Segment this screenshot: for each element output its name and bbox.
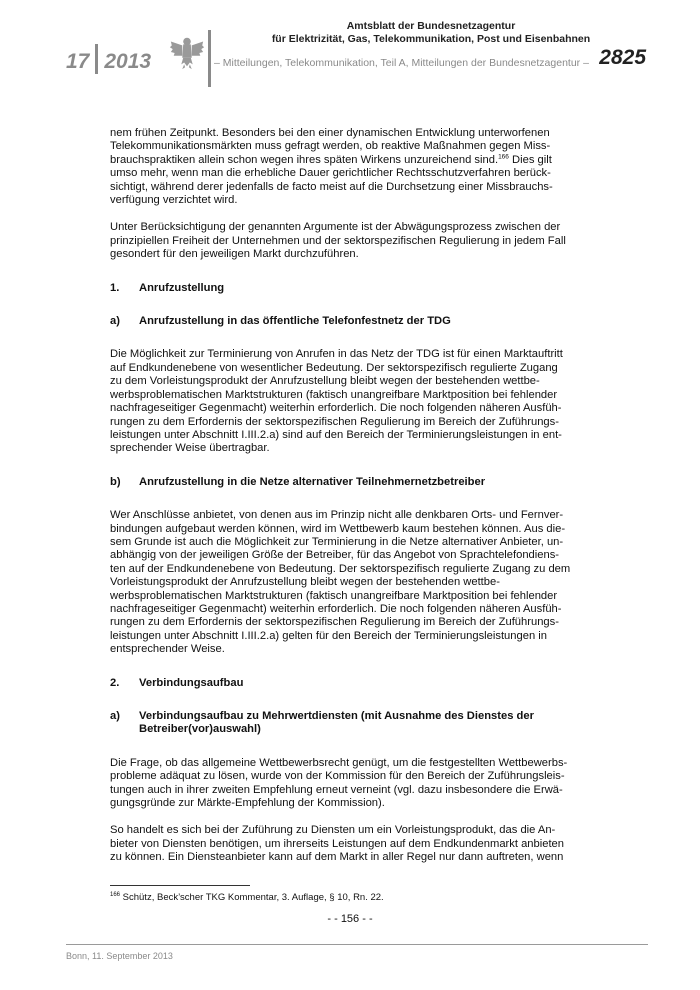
text-line: ten auf der Endkundenebene von Bedeutung. Der sektorspezifisch regulierte Zugang zu dem <box>110 562 571 575</box>
text-line: werbsproblematischen Marktstrukturen (faktisch unangreifbare Marktposition bei fehlender <box>110 388 558 401</box>
title-line-1: Amtsblatt der Bundesnetzagentur <box>346 20 516 32</box>
heading-verbindungsaufbau-mehrwertdienste <box>110 710 602 737</box>
heading-anrufzustellung-alternative <box>110 476 602 489</box>
text-line: Vorleistungsprodukt der Anrufzustellung bleibt wegen der bestehenden wettbe- <box>110 576 500 589</box>
text-line: Die Möglichkeit zur Terminierung von Anrufen in das Netz der TDG ist für einen Marktauftritt <box>110 348 563 361</box>
text-line: probleme adäquat zu lösen, wurde von der Kommission für den Bereich der Zuführungsleis- <box>110 770 565 783</box>
header-divider <box>208 30 211 87</box>
text-line: Die Frage, ob das allgemeine Wettbewerbsrecht genügt, um die festgestellten Wettbewerbs- <box>110 756 568 769</box>
text-line: abhängig von der jeweiligen Größe der Betreiber, für das Angebot von Sprachtelefondiens- <box>110 549 560 562</box>
heading-number: b) <box>110 475 121 488</box>
footer-separator <box>66 944 648 945</box>
footnote-separator <box>110 885 250 886</box>
paragraph-6 <box>110 824 602 864</box>
heading-line: Verbindungsaufbau zu Mehrwertdiensten (mit Ausnahme des Dienstes der <box>139 710 534 722</box>
text-line: zu dem Vorleistungsprodukt der Anrufzustellung bleibt wegen der bestehenden wettbe- <box>110 375 540 388</box>
heading-text: Verbindungsaufbau <box>139 676 244 689</box>
text-line: bindungen aufgebaut werden können, wird im Wettbewerb kaum bestehen können. Aus die- <box>110 522 566 535</box>
paragraph-4 <box>110 509 602 656</box>
footnote <box>110 892 384 903</box>
paragraph-2 <box>110 221 602 261</box>
page-number: 2825 <box>599 46 646 69</box>
footnote-number: 166 <box>110 891 121 898</box>
text-line: auf Endkundenebene von wesentlicher Bedeutung. Der sektorspezifisch regulierte Zugang <box>110 361 558 374</box>
heading-line: Betreiber(vor)auswahl) <box>139 723 261 736</box>
text-line: gesondert für den jeweiligen Markt durchzuführen. <box>110 248 359 261</box>
footer-date: Bonn, 11. September 2013 <box>66 951 173 961</box>
heading-text: Anrufzustellung in das öffentliche Telefonfestnetz der TDG <box>139 315 451 328</box>
paragraph-3 <box>110 348 602 455</box>
text-segment: Dies gilt <box>508 153 552 166</box>
federal-eagle-icon <box>168 33 206 71</box>
heading-text: Anrufzustellung in die Netze alternativer Teilnehmernetzbetreiber <box>139 475 486 488</box>
text-line: werbsproblematischen Marktstrukturen (faktisch unangreifbare Marktposition bei fehlender <box>110 589 558 602</box>
text-line: nem frühen Zeitpunkt. Besonders bei den einer dynamischen Entwicklung unterworfenen <box>110 127 550 139</box>
text-line: entsprechender Weise. <box>110 643 225 656</box>
text-line: leistungen unter Abschnitt I.III.2.a) sind auf den Bereich der Terminierungsleistungen in ent- <box>110 428 562 441</box>
heading-anrufzustellung <box>110 282 602 295</box>
text-line: Unter Berücksichtigung der genannten Argumente ist der Abwägungsprozess zwischen der <box>110 221 561 234</box>
text-line: leistungen unter Abschnitt I.III.2.a) gelten für den Bereich der Terminierungsleistungen in <box>110 629 547 642</box>
issue-year: 2013 <box>104 50 152 73</box>
issue-divider <box>95 44 98 74</box>
paragraph-5 <box>110 757 602 811</box>
text-line <box>110 154 602 167</box>
document-body <box>110 127 602 879</box>
heading-text <box>139 710 602 737</box>
text-line: nachfrageseitiger Gegenmacht) weiterhin erforderlich. Die noch folgenden näheren Ausfüh- <box>110 602 562 615</box>
heading-text: Anrufzustellung <box>139 281 225 294</box>
text-line: sprechender Weise übertragbar. <box>110 442 270 455</box>
text-line: sem Grunde ist auch die Möglichkeit zur Terminierung in die Netze alternativer Anbieter, un- <box>110 535 564 548</box>
footnote-reference[interactable]: 166 <box>498 153 509 161</box>
text-line: prinzipiellen Freiheit der Unternehmen und der sektorspezifischen Regulierung in jedem Fall <box>110 234 566 247</box>
text-line: umso mehr, wenn man die erhebliche Dauer gerichtlicher Rechtsschutzverfahren berück- <box>110 167 551 180</box>
paragraph-1 <box>110 127 602 207</box>
heading-number: 1. <box>110 281 120 294</box>
text-line: nachfrageseitiger Gegenmacht) weiterhin erforderlich. Die noch folgenden näheren Ausfüh- <box>110 402 562 415</box>
text-line: Telekommunikationsmärkten muss gefragt werden, ob reaktive Maßnahmen gegen Miss- <box>110 140 551 153</box>
text-line: tungen auch in ihrer zweiten Empfehlung erneut verneint (vgl. dazu insbesondere die Erwä- <box>110 783 563 796</box>
heading-number: a) <box>110 315 120 328</box>
text-line: verfügung verzichtet wird. <box>110 194 238 207</box>
inner-page-number: - - 156 - - <box>327 913 373 925</box>
text-line: rungen zu dem Erfordernis der sektorspezifischen Regulierung im Bereich der Zuführungs- <box>110 415 559 428</box>
heading-verbindungsaufbau <box>110 677 602 690</box>
text-segment: brauchspraktiken allein schon wegen ihres späten Wirkens unzureichend sind. <box>110 153 499 166</box>
issue-label <box>66 44 151 74</box>
publication-title <box>214 20 648 46</box>
publication-subtitle: – Mitteilungen, Telekommunikation, Teil A, Mitteilungen der Bundesnetzagentur – <box>214 57 589 69</box>
text-line: So handelt es sich bei der Zuführung zu Diensten um ein Vorleistungsprodukt, das die An- <box>110 824 556 837</box>
heading-number: 2. <box>110 676 120 689</box>
heading-anrufzustellung-tdg <box>110 315 602 328</box>
text-line: Wer Anschlüsse anbietet, von denen aus im Prinzip nicht alle denkbaren Orts- und Fernver- <box>110 509 564 522</box>
text-line: sichtigt, während derer jedenfalls de facto meist auf die Durchsetzung einer Missbrauchs- <box>110 180 553 193</box>
text-line: rungen zu dem Erfordernis der sektorspezifischen Regulierung im Bereich der Zuführungs- <box>110 616 559 629</box>
heading-number: a) <box>110 710 120 722</box>
text-line: gungsgründe zur Märkte-Empfehlung der Kommission). <box>110 797 385 810</box>
footnote-text: Schütz, Beck’scher TKG Kommentar, 3. Auflage, § 10, Rn. 22. <box>120 892 384 903</box>
text-line: zu können. Ein Diensteanbieter kann auf dem Markt in aller Regel nur dann auftreten, wenn <box>110 851 564 864</box>
issue-number: 17 <box>66 50 90 73</box>
text-line: bieter von Diensten benötigen, um ihrerseits Leistungen auf dem Endkundenmarkt anbieten <box>110 837 565 850</box>
title-line-2: für Elektrizität, Gas, Telekommunikation, Post und Eisenbahnen <box>271 33 591 45</box>
